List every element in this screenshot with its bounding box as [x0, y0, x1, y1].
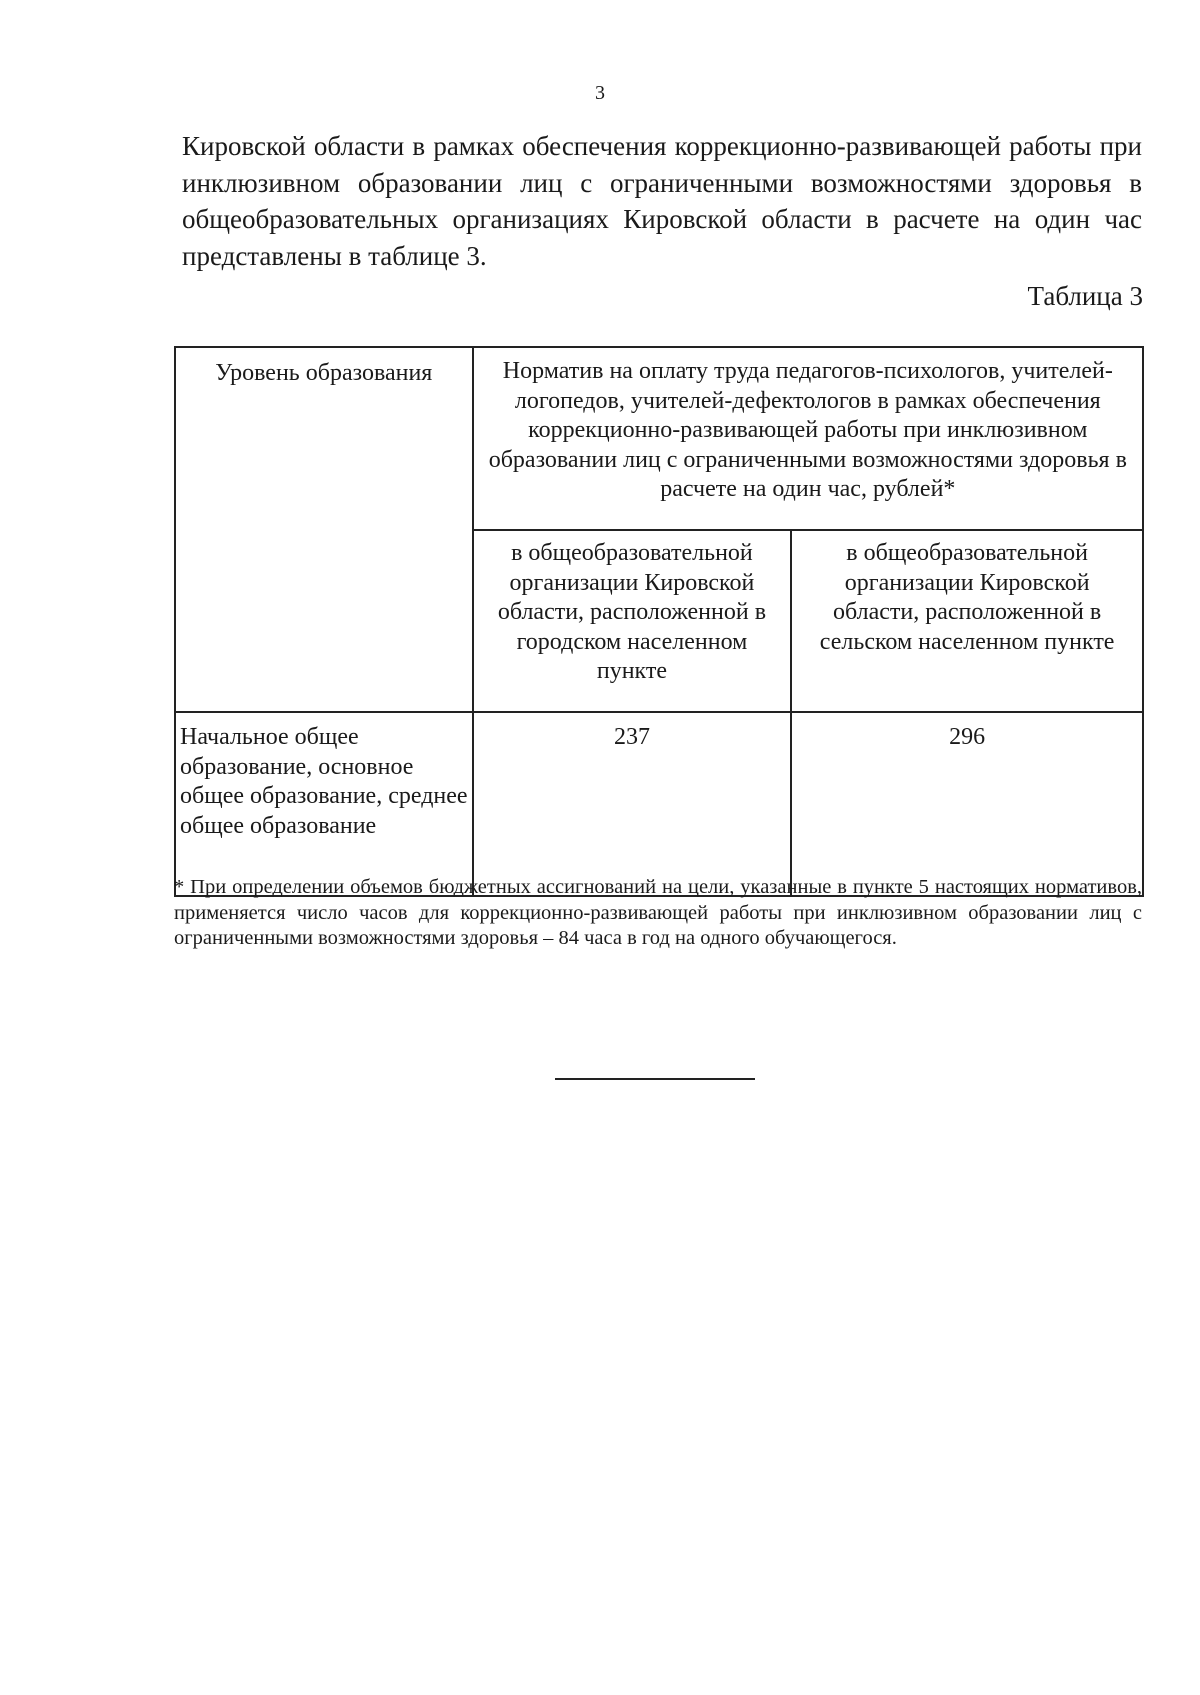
subheader-urban: в общеобразовательной организации Кировской области, расположенной в городском населенном пункте	[473, 530, 792, 712]
header-education-level: Уровень образования	[175, 347, 473, 712]
page-number: 3	[595, 82, 605, 104]
value-urban: 237	[473, 712, 792, 896]
row-education-level: Начальное общее образование, основное общее образование, среднее общее образование	[175, 712, 473, 896]
end-divider	[555, 1078, 755, 1080]
value-rural: 296	[791, 712, 1143, 896]
norm-table	[174, 346, 1144, 897]
table-caption: Таблица 3	[1027, 281, 1143, 311]
table-row	[175, 712, 1143, 896]
table-header-row	[175, 347, 1143, 530]
intro-paragraph: Кировской области в рамках обеспечения коррекционно-развивающей работы при инклюзивном образовании лиц с ограниченными возможностями здоровья в общеобразовательных организациях Кировской области в расчете на один час представлены в таблице 3.	[182, 131, 1142, 271]
footnote: * При определении объемов бюджетных ассигнований на цели, указанные в пункте 5 настоящих нормативов, применяется число часов для коррекционно-развивающей работы при инклюзивном образовании лиц с ограниченными возможностями здоровья – 84 часа в год на одного обучающегося.	[174, 876, 1142, 949]
subheader-rural: в общеобразовательной организации Кировской области, расположенной в сельском населенном пункте	[791, 530, 1143, 712]
header-norm: Норматив на оплату труда педагогов-психологов, учителей-логопедов, учителей-дефектологов в рамках обеспечения коррекционно-развивающей работы при инклюзивном образовании лиц с ограниченными возможностями здоровья в расчете на один час, рублей*	[473, 347, 1143, 530]
